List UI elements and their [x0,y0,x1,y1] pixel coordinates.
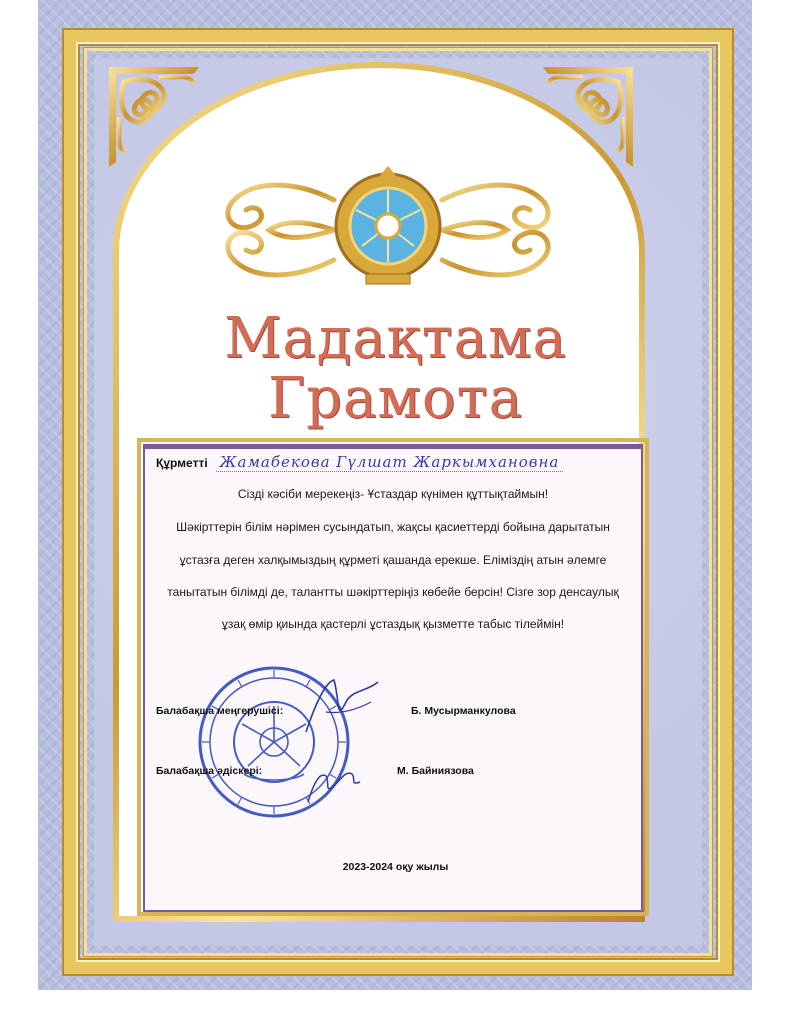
director-name: Б. Мусырманкулова [411,705,516,717]
greeting-row [156,453,563,475]
certificate-title-russian: Грамота [268,366,523,431]
corner-ornament-left-icon [104,62,204,172]
academic-year: 2023-2024 оқу жылы [342,861,449,873]
corner-ornament-right-icon [538,62,638,172]
paragraph-line: ұзақ өмір қиында қастерлі ұстаздық қызметте табыс тілеймін! [221,617,565,631]
recipient-name: Жамабекова Гүлшат Жаркымхановна [216,453,564,472]
paragraph-line: Шәкірттерін білім нәрімен сусындатып, жақсы қасиеттерді бойына дарытатын [176,520,610,534]
paragraph-line: Сізді кәсіби мерекеңіз- Ұстаздар күнімен құттықтаймын! [237,487,549,501]
methodist-name: М. Байниязова [397,765,474,777]
greeting-word: Құрметті [156,456,208,470]
kazakhstan-emblem-icon [214,160,562,300]
methodist-signature-icon [300,752,370,812]
paragraph-line: ұстазға деген халқымыздың құрметі қашанда ерекше. Еліміздің атын әлемге [179,553,607,567]
paragraph-line: танытатын білімді де, талантты шәкірттеріңіз көбейе берсін! Сізге зор денсаулық [167,585,619,599]
director-label: Балабақша меңгерушісі: [156,705,284,717]
certificate-title-kazakh: Мадақтама [224,306,567,371]
methodist-label: Балабақша әдіскері: [156,765,263,777]
director-signature-icon [296,672,386,742]
